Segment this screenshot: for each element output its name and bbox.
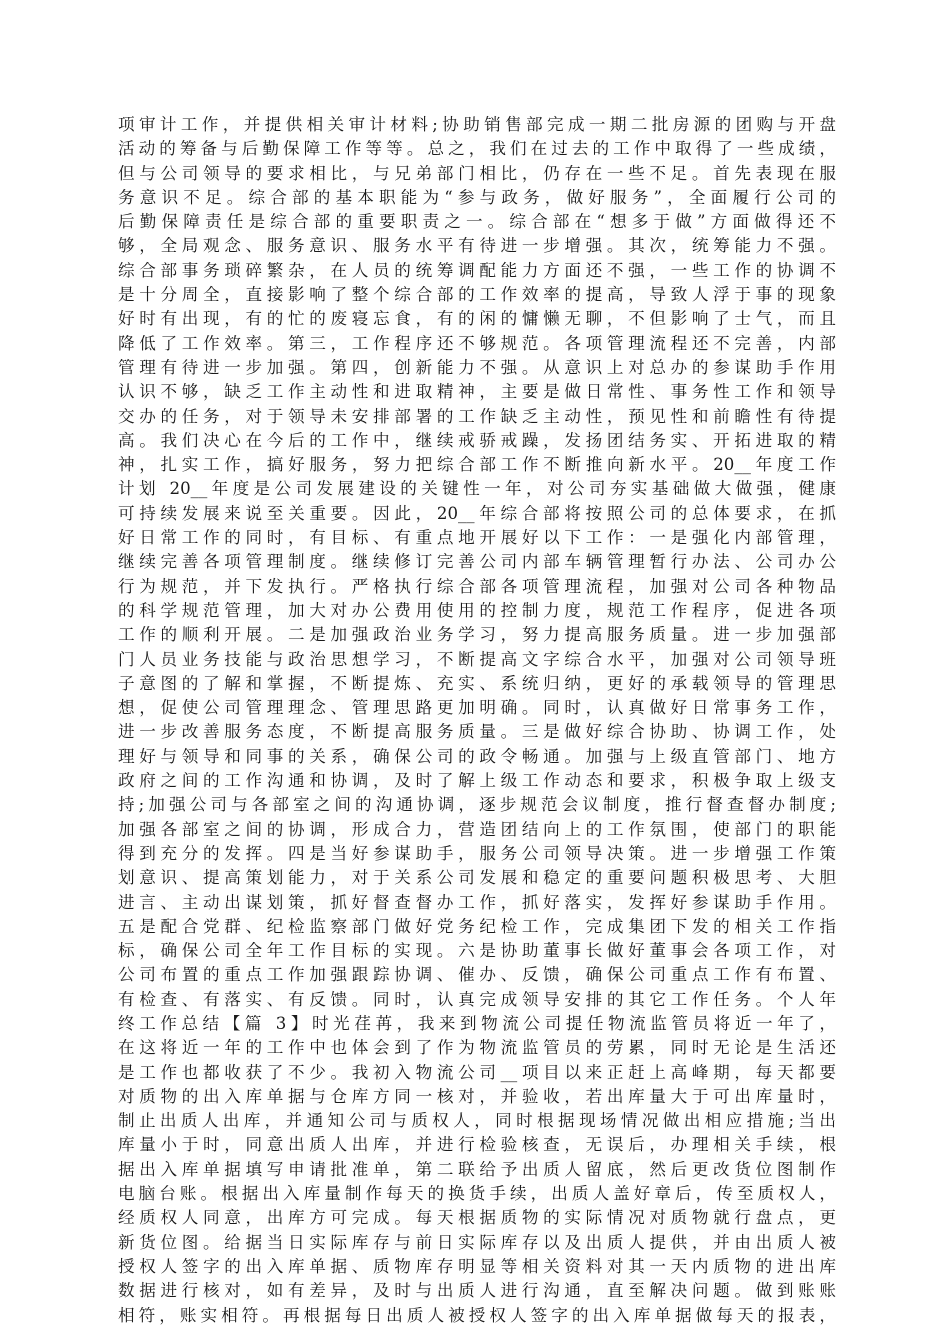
text-line: 想，促使公司管理理念、管理思路更加明确。同时，认真做好日常事务工作， [118,698,836,718]
text-line: 神，扎实工作，搞好服务，努力把综合部工作不断推向新水平。20__年度工作 [118,455,836,475]
text-line: 好时有出现，有的忙的废寝忘食，有的闲的慵懒无聊，不但影响了士气，而且 [118,309,836,329]
text-line: 行为规范，并下发执行。严格执行综合部各项管理流程，加强对公司各种物品 [118,576,836,596]
text-line: 活动的筹备与后勤保障工作等等。总之，我们在过去的工作中取得了一些成绩， [118,139,836,159]
body-text [118,113,836,1328]
text-line: 理好与领导和同事的关系，确保公司的政令畅通。加强与上级直管部门、地方 [118,746,836,766]
text-line: 认识不够，缺乏工作主动性和进取精神，主要是做日常性、事务性工作和领导 [118,382,836,402]
text-line: 继续完善各项管理制度。继续修订完善公司内部车辆管理暂行办法、公司办公 [118,552,836,572]
text-line: 划意识、提高策划能力，对于关系公司发展和稳定的重要问题积极思考、大胆 [118,868,836,888]
text-line: 授权人签字的出入库单据、质物库存明显等相关资料对其一天内质物的进出库 [118,1256,836,1276]
text-line: 进一步改善服务态度，不断提高服务质量。三是做好综合协助、协调工作，处 [118,722,836,742]
text-line: 是十分周全，直接影响了整个综合部的工作效率的提高，导致人浮于事的现象 [118,285,836,305]
text-line: 是工作也都收获了不少。我初入物流公司__项目以来正赶上高峰期，每天都要 [118,1062,836,1082]
text-line: 在这将近一年的工作中也体会到了作为物流监管员的劳累，同时无论是生活还 [118,1038,836,1058]
text-line: 项审计工作，并提供相关审计材料;协助销售部完成一期二批房源的团购与开盘 [118,115,836,134]
text-line: 可持续发展来说至关重要。因此，20__年综合部将按照公司的总体要求，在抓 [118,503,836,523]
text-line: 务意识不足。综合部的基本职能为“参与政务，做好服务”，全面履行公司的 [118,187,836,207]
text-line: 够，全局观念、服务意识、服务水平有待进一步增强。其次，统筹能力不强。 [118,236,836,256]
text-line: 好日常工作的同时，有目标、有重点地开展好以下工作：一是强化内部管理， [118,528,836,548]
text-line: 制止出质人出库，并通知公司与质权人，同时根据现场情况做出相应措施;当出 [118,1111,836,1131]
text-line: 子意图的了解和掌握，不断提炼、充实、系统归纳，更好的承载领导的管理思 [118,673,836,693]
text-line: 门人员业务技能与政治思想学习，不断提高文字综合水平，加强对公司领导班 [118,649,836,669]
text-line: 有检查、有落实、有反馈。同时，认真完成领导安排的其它工作任务。个人年 [118,989,836,1009]
text-line: 电脑台账。根据出入库量制作每天的换货手续，出质人盖好章后，传至质权人， [118,1184,836,1204]
text-line: 交办的任务，对于领导未安排部署的工作缺乏主动性，预见性和前瞻性有待提 [118,406,836,426]
text-line: 进言、主动出谋划策，抓好督查督办工作，抓好落实，发挥好参谋助手作用。 [118,892,836,912]
text-line: 经质权人同意，出库方可完成。每天根据质物的实际情况对质物就行盘点，更 [118,1208,836,1228]
text-line: 据出入库单据填写申请批准单，第二联给予出质人留底，然后更改货位图制作 [118,1159,836,1179]
text-line: 库量小于时，同意出质人出库，并进行检验核查，无误后，办理相关手续，根 [118,1135,836,1155]
text-line: 计划 20__年度是公司发展建设的关键性一年，对公司夯实基础做大做强，健康 [118,479,836,499]
text-line: 高。我们决心在今后的工作中，继续戒骄戒躁，发扬团结务实、开拓进取的精 [118,430,836,450]
text-line: 但与公司领导的要求相比，与兄弟部门相比，仍存在一些不足。首先表现在服 [118,163,836,183]
text-line: 对质物的出入库单据与仓库方同一核对，并验收，若出库量大于可出库量时， [118,1086,836,1106]
text-line: 得到充分的发挥。四是当好参谋助手，服务公司领导决策。进一步增强工作策 [118,843,836,863]
text-line: 五是配合党群、纪检监察部门做好党务纪检工作，完成集团下发的相关工作指 [118,916,836,936]
text-line: 持;加强公司与各部室之间的沟通协调，逐步规范会议制度，推行督查督办制度; [118,795,836,815]
text-line: 新货位图。给据当日实际库存与前日实际库存以及出质人提供，并由出质人被 [118,1232,836,1252]
text-line: 相符，账实相符。再根据每日出质人被授权人签字的出入库单据做每天的报表， [118,1305,836,1325]
text-line: 终工作总结【篇 3】时光荏苒，我来到物流公司提任物流监管员将近一年了， [118,1013,836,1033]
text-line: 工作的顺利开展。二是加强政治业务学习，努力提高服务质量。进一步加强部 [118,625,836,645]
text-line: 的科学规范管理，加大对办公费用使用的控制力度，规范工作程序，促进各项 [118,600,836,620]
text-line: 标，确保公司全年工作目标的实现。六是协助董事长做好董事会各项工作，对 [118,941,836,961]
text-line: 降低了工作效率。第三，工作程序还不够规范。各项管理流程还不完善，内部 [118,333,836,353]
text-line: 综合部事务琐碎繁杂，在人员的统筹调配能力方面还不强，一些工作的协调不 [118,260,836,280]
text-line: 加强各部室之间的协调，形成合力，营造团结向上的工作氛围，使部门的职能 [118,819,836,839]
text-line: 政府之间的工作沟通和协调，及时了解上级工作动态和要求，积极争取上级支 [118,771,836,791]
text-line: 管理有待进一步加强。第四，创新能力不强。从意识上对总办的参谋助手作用 [118,357,836,377]
text-line: 数据进行核对，如有差异，及时与出质人进行沟通，直至解决问题。做到账账 [118,1281,836,1301]
text-line: 后勤保障责任是综合部的重要职责之一。综合部在“想多于做”方面做得还不 [118,212,836,232]
text-line: 公司布置的重点工作加强跟踪协调、催办、反馈，确保公司重点工作有布置、 [118,965,836,985]
